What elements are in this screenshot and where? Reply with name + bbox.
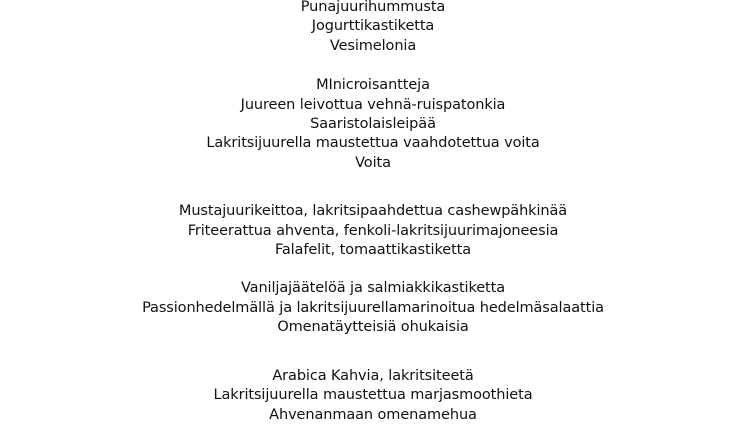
menu-item: Passionhedelmällä ja lakritsijuurellamarinoitua hedelmäsalaattia: [142, 299, 604, 316]
menu-item: Lakritsijuurella maustettua vaahdotettua voita: [206, 135, 540, 152]
menu-item: Vaniljajäätelöä ja salmiakkikastiketta: [240, 280, 506, 297]
menu-item: Arabica Kahvia, lakritsiteetä: [272, 367, 474, 384]
menu-item: Ahvenanmaan omenamehua: [269, 406, 477, 423]
menu-item: Vesimelonia: [329, 37, 417, 54]
menu-item: Falafelit, tomaattikastiketta: [274, 242, 472, 259]
menu-item: Lakritsijuurella maustettua marjasmoothieta: [213, 387, 533, 404]
menu-item: MInicroisantteja: [316, 77, 430, 94]
menu-item: Jogurttikastiketta: [311, 18, 435, 35]
menu-group-drinks: [0, 367, 746, 425]
menu-item: Juureen leivottua vehnä-ruispatonkia: [240, 96, 506, 113]
menu-item: Punajuurihummusta: [300, 0, 446, 15]
menu-group-desserts: [0, 279, 746, 337]
menu-item: Omenatäytteisiä ohukaisia: [277, 319, 469, 336]
menu-item: Friteerattua ahventa, fenkoli-lakritsijuurimajoneesia: [187, 222, 559, 239]
menu-group-breads: [0, 76, 746, 173]
menu-item: Saaristolaisleipää: [310, 116, 436, 133]
menu-item: Voita: [355, 154, 391, 171]
menu-item: Mustajuurikeittoa, lakritsipaahdettua cashewpähkinää: [178, 203, 568, 220]
menu-group-mains: [0, 202, 746, 260]
menu-group-starters: [0, 0, 746, 56]
